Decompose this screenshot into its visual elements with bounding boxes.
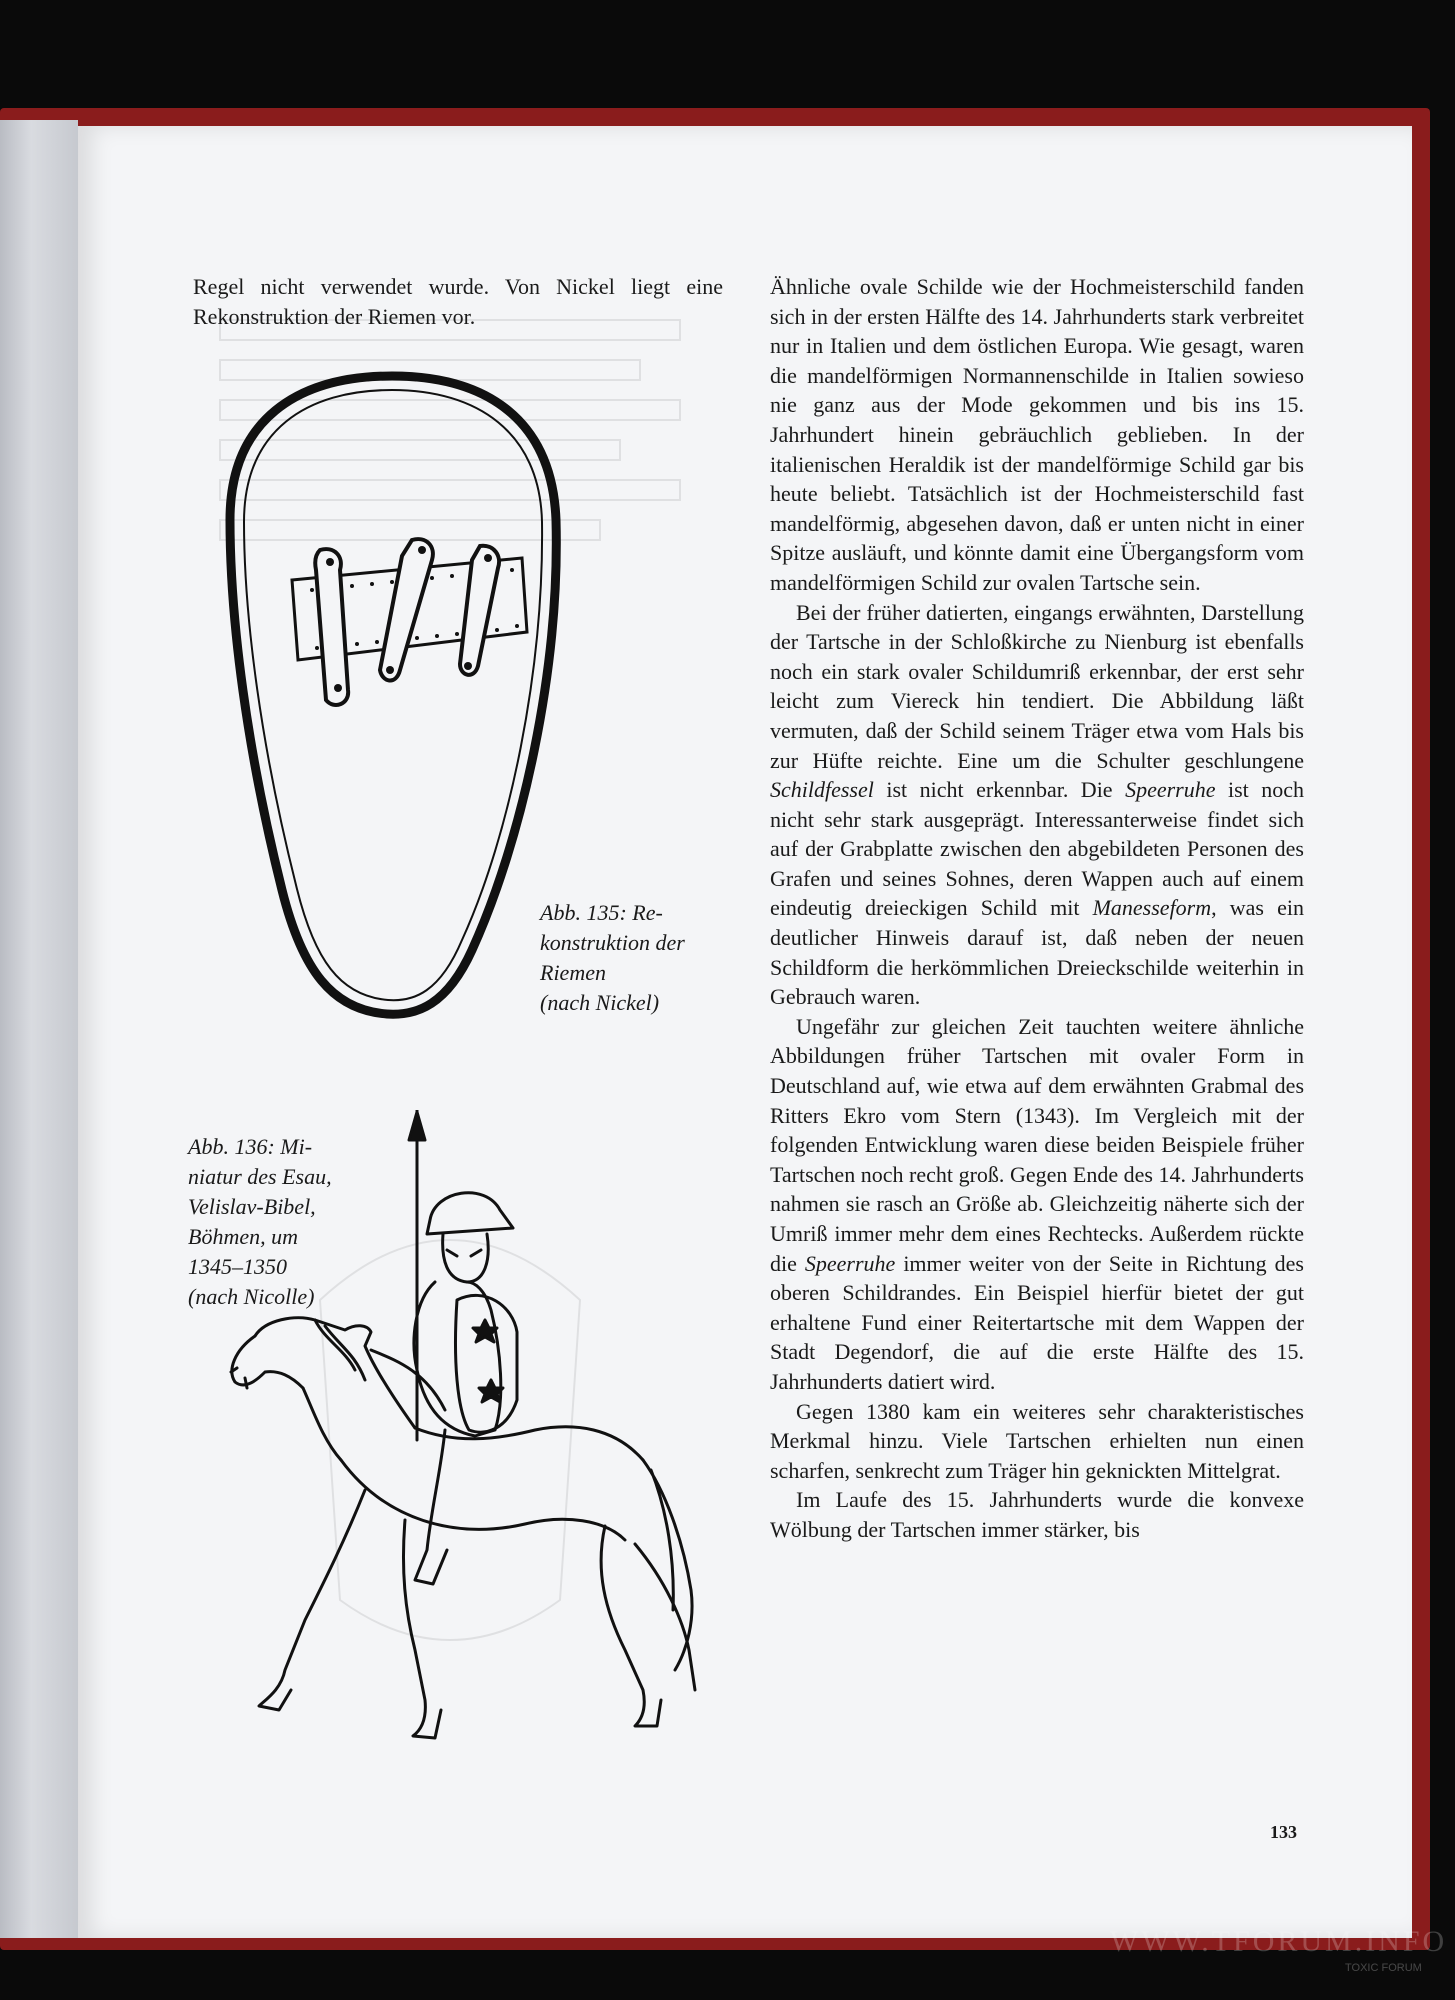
watermark: WWW.TFORUM.INFO: [1110, 1925, 1448, 1958]
term-speerruhe: Speerruhe: [804, 1250, 896, 1276]
page-number: 133: [1270, 1822, 1297, 1842]
left-paragraph: Regel nicht verwendet wurde. Von Nickel liegt eine Rekonstruktion der Riemen vor.: [193, 274, 723, 329]
shield-outline: [230, 376, 556, 1014]
figure-135-strap-reconstruction: [222, 370, 562, 1020]
paragraph-1: Ähnliche ovale Schilde wie der Hochmeisterschild fanden sich in der ersten Hälfte des 14. Jahrhunderts stark verbreitet nur in Italien und dem östlichen Europa. Wie gesagt, waren die mandelförmigen Normannenschilde in Italien sowieso nie ganz aus der Mode gekommen und bis ins 15. Jahrhundert hinein gebräuchlich geblieben. In der italienischen Heraldik ist der mandelförmige Schild gar bis heute beliebt. Tatsächlich ist der Hochmeisterschild fast mandelförmig, abgesehen davon, daß er unten nicht in einer Spitze ausläuft, und könnte damit eine Übergangsform vom mandelförmigen Schild zur ovalen Tartsche sein.: [770, 274, 1304, 595]
caption-figure-136: [188, 1132, 348, 1312]
horse-neck: [303, 1388, 341, 1460]
right-column-text: [770, 272, 1304, 1545]
hind-leg-1: [601, 1526, 661, 1726]
caption-line: Abb. 136: Mi-: [188, 1134, 313, 1159]
facing-page-edge: [0, 120, 78, 1938]
term-schildfessel: Schildfessel: [770, 777, 874, 803]
caption-figure-135: [540, 898, 720, 1018]
caption-line: konstruktion der: [540, 930, 685, 955]
leg: [415, 1430, 447, 1584]
paragraph-5: Im Laufe des 15. Jahrhunderts wurde die konvexe Wölbung der Tartschen immer stärker, bis: [770, 1487, 1304, 1542]
caption-line: (nach Nickel): [540, 990, 660, 1015]
front-leg-2: [403, 1520, 441, 1738]
horse-back: [415, 1427, 643, 1460]
paragraph-2: Bei der früher datierten, eingangs erwähnten, Darstellung der Tartsche in der Schloßkirche zu Nienburg ist ebenfalls noch ein stark ovaler Schildumriß erkennbar, der erst sehr leicht zum Viereck hin tendiert. Die Abbildung läßt vermuten, daß der Schild seinem Träger etwa vom Hals bis zur Hüfte reichte. Eine um die Schulter geschlungene Schildfessel ist nicht erkennbar. Die Speerruhe ist noch nicht sehr stark ausgeprägt. Interessanterweise findet sich auf der Grabplatte zwischen den abgebildeten Personen des Grafen und seines Sohnes, deren Wappen auch auf einem eindeutig dreieckigen Schild mit Manesseform, was ein deutlicher Hinweis darauf ist, daß neben der neuen Schildform die herkömmlichen Dreieckschilde weiterhin in Gebrauch waren.: [770, 599, 1305, 1010]
watermark-subtitle: TOXIC FORUM: [1345, 1962, 1422, 1974]
caption-line: Abb. 135: Re-: [540, 900, 663, 925]
caption-line: Riemen: [540, 960, 606, 985]
term-manesseform: Manesseform: [1092, 895, 1212, 921]
caption-line: niatur des Esau,: [188, 1164, 332, 1189]
left-column-text: [193, 272, 723, 332]
caption-line: (nach Nicolle): [188, 1284, 315, 1309]
caption-line: Velislav-Bibel,: [188, 1194, 316, 1219]
paragraph-3: Ungefähr zur gleichen Zeit tauchten weitere ähnliche Abbildungen früher Tartschen mit ovaler Form in Deutschland auf, wie etwa auf dem erwähnten Grabmal des Ritters Ekro vom Stern (1343). Im Vergleich mit der folgenden Entwicklung waren diese beiden Beispiele früher Tartschen noch recht groß. Gegen Ende des 14. Jahrhunderts nahmen sie rasch an Größe ab. Gleichzeitig näherte sich der Umriß immer mehr dem eines Rechtecks. Außerdem rückte die Speerruhe immer weiter von der Seite in Richtung des oberen Schildrandes. Ein Beispiel hierfür bietet der gut erhaltene Fund einer Reitertartsche mit dem Wappen der Stadt Degendorf, die auf die erste Hälfte des 15. Jahrhunderts datiert wird.: [770, 1013, 1304, 1394]
rider-shield: [456, 1295, 518, 1432]
head: [443, 1234, 489, 1282]
front-leg-1: [259, 1490, 365, 1710]
paragraph-4: Gegen 1380 kam ein weiteres sehr charakteristisches Merkmal hinzu. Viele Tartschen erhielten nun einen scharfen, senkrecht zum Träger hin geknickten Mittelgrat.: [770, 1398, 1304, 1483]
horse-belly: [341, 1460, 625, 1540]
term-speerruhe: Speerruhe: [1125, 777, 1216, 803]
caption-line: Böhmen, um: [188, 1224, 298, 1249]
strap-loop-1: [315, 549, 348, 705]
caption-line: 1345–1350: [188, 1254, 287, 1279]
helmet: [427, 1193, 513, 1234]
